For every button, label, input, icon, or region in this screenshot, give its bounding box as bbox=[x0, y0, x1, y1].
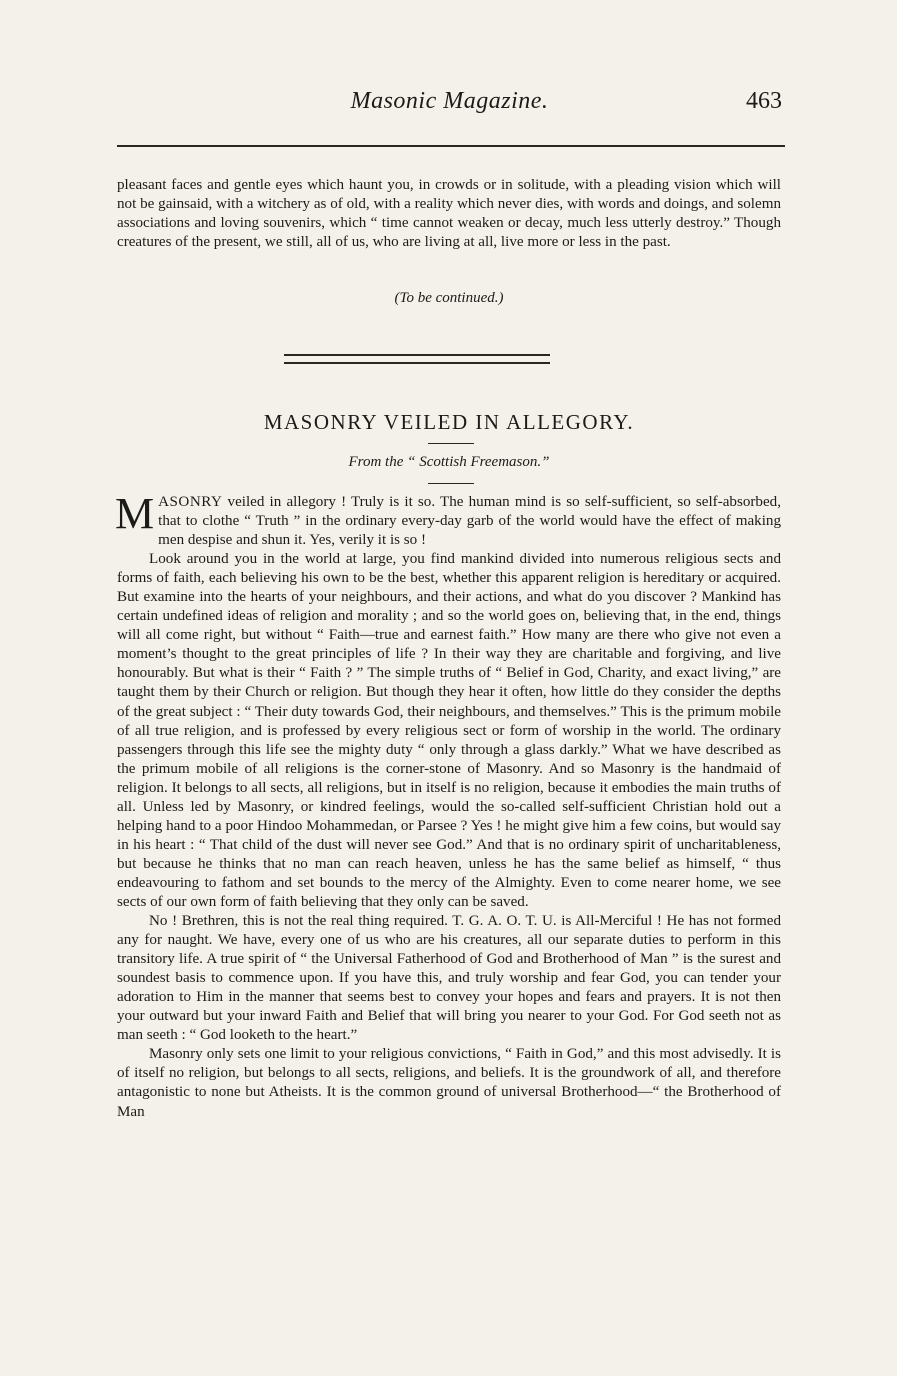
article-paragraph-4: Masonry only sets one limit to your religious convictions, “ Faith in God,” and this most advisedly. It is of itself no religion, but belongs to all sects, religions, and beliefs. It is the groundwork of all, and therefore antagonistic to none but Atheists. It is the common ground of universal Brotherhood—“ the Brotherhood of Man bbox=[117, 1046, 781, 1120]
drop-cap: M bbox=[115, 489, 155, 538]
opening-caps: ASONRY bbox=[158, 494, 223, 510]
article-paragraph-2: Look around you in the world at large, you find mankind divided into numerous religious sects and forms of faith, each believing his own to be the best, whether this apparent religion is hereditary or acquired. But examine into the hearts of your neighbours, and their actions, and what do you discover ? Mankind has certain undefined ideas of religion and morality ; and so the world goes on, believing that, in the end, things will all come right, but without “ Faith—true and earnest faith.” How many are there who give not even a moment’s thought to the great principles of life ? In their way they are charitable and forgiving, and live honourably. But what is their “ Faith ? ” The simple truths of “ Belief in God, Charity, and exact living,” are taught them by their Church or religion. But though they hear it often, how little do they consider the depths of the great subject : “ Their duty towards God, their neighbours, and themselves.” This is the primum mobile of all true religion, and is professed by every religious sect or form of worship in the world. The ordinary passengers through this life see the mighty duty “ only through a glass darkly.” What we have described as the primum mobile of all religions is the corner-stone of Masonry. And so Masonry is the handmaid of religion. It belongs to all sects, all religions, but in itself is no religion, because it embodies the main truths of all. Unless led by Masonry, or kindred feelings, would the so-called self-sufficient Christian hold out a helping hand to a poor Hindoo Mohammedan, or Parsee ? Yes ! he might give him a few coins, but would say in his heart : “ That child of the dust will never see God.” And that is no ordinary spirit of uncharitableness, but because he thinks that no man can reach heaven, unless he has the same belief as himself, “ thus endeavouring to fathom and set bounds to the mercy of the Almighty. Even to come nearer home, we see sects of our own form of faith believing that they only can be saved. bbox=[117, 551, 781, 910]
byline-rule bbox=[428, 483, 474, 484]
lead-paragraph: pleasant faces and gentle eyes which haunt you, in crowds or in solitude, with a pleading vision which will not be gainsaid, with a witchery as of old, with a reality which never dies, with words and doings, and solemn associations and loving souvenirs, which “ time cannot weaken or decay, much less utterly destroy.” Though creatures of the present, we still, all of us, who are living at all, live more or less in the past. bbox=[117, 177, 781, 251]
article-title: MASONRY VEILED IN ALLEGORY. bbox=[263, 410, 635, 434]
running-title: Masonic Magazine. bbox=[350, 88, 549, 114]
page-number: 463 bbox=[746, 88, 782, 114]
article-byline: From the “ Scottish Freemason.” bbox=[348, 454, 550, 470]
header-rule bbox=[117, 145, 785, 147]
article-paragraph-3: No ! Brethren, this is not the real thing required. T. G. A. O. T. U. is All-Merciful ! He has not formed any for naught. We have, every one of us who are his creatures, all our separate duties to perform in this transitory life. A true spirit of “ the Universal Fatherhood of God and Brotherhood of Man ” is the surest and soundest basis to commence upon. If you have this, and truly worship and fear God, you can tender your adoration to Him in the manner that seems best to convey your hopes and fears and prayers. It is not then your outward but your inward Faith and Belief that will bring you nearer to your God. For God seeth not as man seeth : “ God looketh to the heart.” bbox=[117, 913, 781, 1044]
title-rule bbox=[428, 443, 474, 444]
paragraph-1-text: veiled in allegory ! Truly is it so. The human mind is so self-sufficient, so self-absorbed, that to clothe “ Truth ” in the ordinary every-day garb of the world would have the effect of making men despise and shun it. Yes, verily it is so ! bbox=[158, 494, 781, 549]
continued-note: (To be continued.) bbox=[394, 290, 504, 306]
article-paragraph-1 bbox=[115, 489, 781, 550]
article-body bbox=[115, 489, 781, 1122]
section-divider-bottom bbox=[284, 362, 550, 364]
lead-paragraph-block bbox=[117, 176, 781, 252]
section-divider-top bbox=[284, 354, 550, 356]
running-head bbox=[117, 84, 782, 124]
